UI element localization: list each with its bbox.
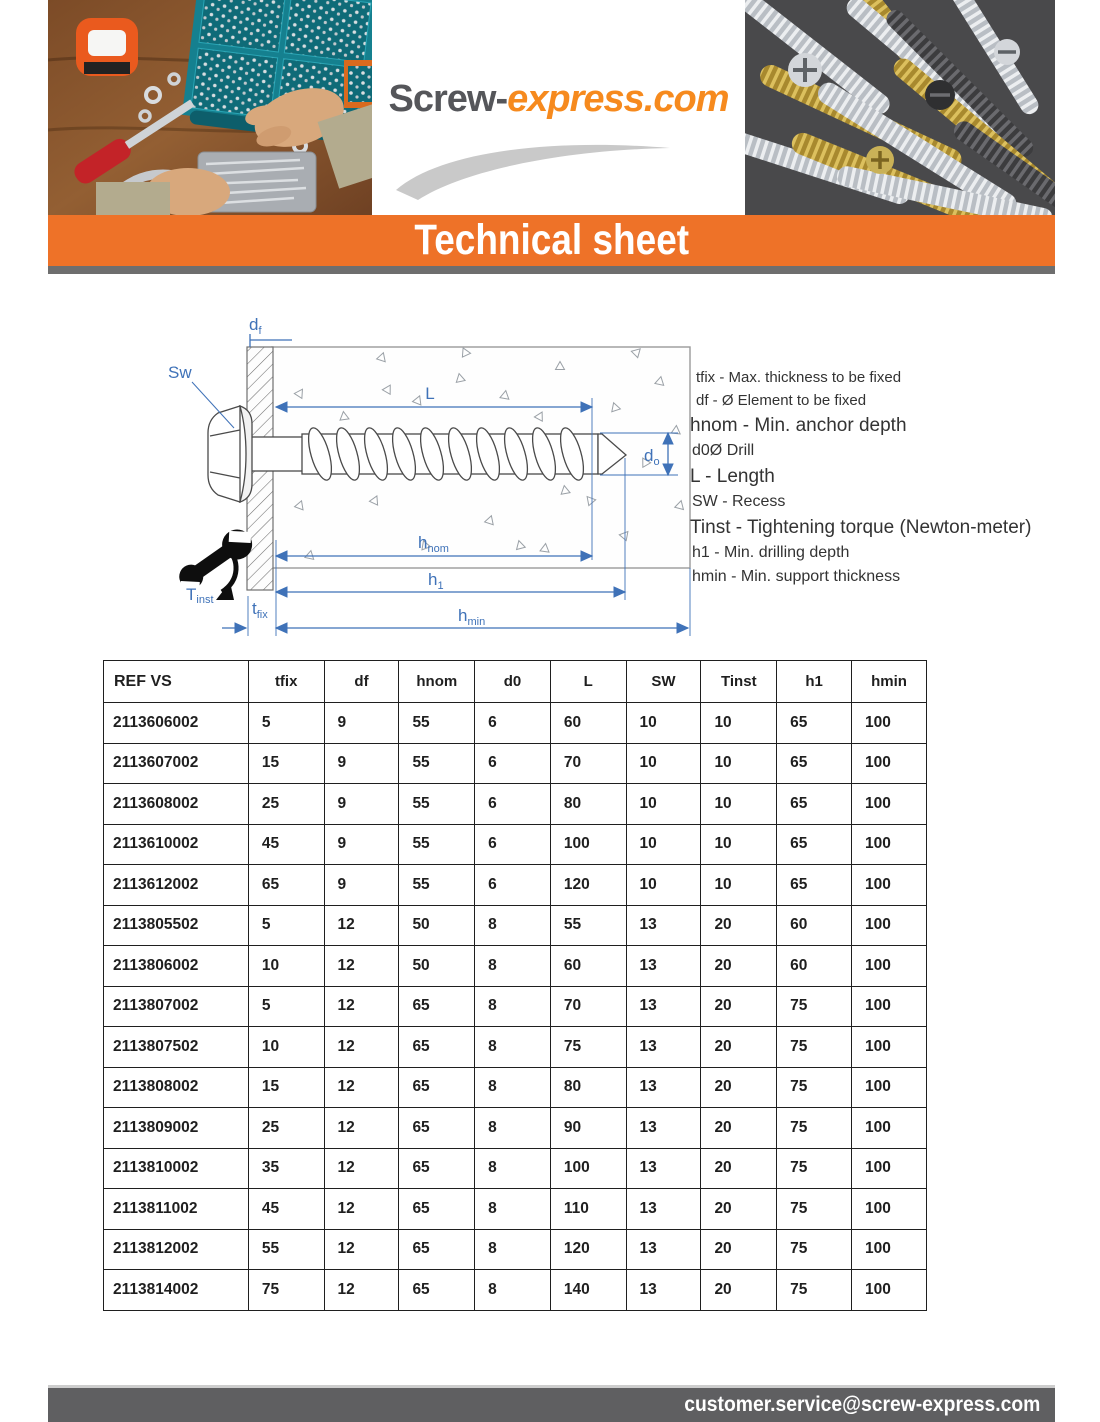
value-cell: 65 bbox=[399, 1148, 475, 1189]
value-cell: 100 bbox=[852, 1229, 927, 1270]
logo-text-orange: express.com bbox=[507, 78, 729, 120]
label-tinst: Tinst bbox=[186, 585, 214, 606]
value-cell: 12 bbox=[324, 1067, 399, 1108]
value-cell: 55 bbox=[550, 905, 626, 946]
value-cell: 20 bbox=[701, 946, 777, 987]
contact-email: customer.service@screw-express.com bbox=[684, 1393, 1041, 1416]
table-row bbox=[104, 1108, 927, 1149]
value-cell: 55 bbox=[248, 1229, 324, 1270]
value-cell: 55 bbox=[399, 865, 475, 906]
value-cell: 65 bbox=[777, 743, 852, 784]
value-cell: 60 bbox=[777, 946, 852, 987]
value-cell: 50 bbox=[399, 905, 475, 946]
col-header-tinst: Tinst bbox=[701, 661, 777, 703]
brand-logo bbox=[372, 78, 745, 121]
table-row bbox=[104, 1189, 927, 1230]
table-row bbox=[104, 703, 927, 744]
ref-cell: 2113805502 bbox=[104, 905, 249, 946]
value-cell: 75 bbox=[777, 1229, 852, 1270]
value-cell: 60 bbox=[550, 703, 626, 744]
table-row bbox=[104, 986, 927, 1027]
value-cell: 8 bbox=[475, 1067, 551, 1108]
value-cell: 100 bbox=[852, 743, 927, 784]
value-cell: 10 bbox=[626, 824, 701, 865]
value-cell: 12 bbox=[324, 1189, 399, 1230]
value-cell: 25 bbox=[248, 784, 324, 825]
value-cell: 6 bbox=[475, 824, 551, 865]
label-df: $d_f$ bbox=[249, 315, 262, 337]
value-cell: 65 bbox=[399, 1189, 475, 1230]
ref-cell: 2113809002 bbox=[104, 1108, 249, 1149]
value-cell: 20 bbox=[701, 986, 777, 1027]
legend-item: tfix - Max. thickness to be fixed bbox=[696, 369, 902, 386]
table-row bbox=[104, 905, 927, 946]
value-cell: 65 bbox=[399, 1027, 475, 1068]
legend-item: hnom - Min. anchor depth bbox=[690, 415, 907, 436]
value-cell: 25 bbox=[248, 1108, 324, 1149]
banner-underline bbox=[48, 266, 1055, 274]
label-sw: Sw bbox=[168, 363, 192, 382]
ref-cell: 2113610002 bbox=[104, 824, 249, 865]
value-cell: 55 bbox=[399, 743, 475, 784]
value-cell: 100 bbox=[550, 824, 626, 865]
footer bbox=[48, 1385, 1055, 1422]
page-title: Technical sheet bbox=[414, 216, 689, 264]
value-cell: 9 bbox=[324, 703, 399, 744]
value-cell: 13 bbox=[626, 986, 701, 1027]
ref-cell: 2113608002 bbox=[104, 784, 249, 825]
value-cell: 100 bbox=[852, 1108, 927, 1149]
value-cell: 75 bbox=[777, 1027, 852, 1068]
value-cell: 10 bbox=[701, 865, 777, 906]
value-cell: 55 bbox=[399, 824, 475, 865]
value-cell: 12 bbox=[324, 1027, 399, 1068]
col-header-l: L bbox=[550, 661, 626, 703]
label-d0: $d_o$ bbox=[644, 446, 660, 468]
ref-cell: 2113808002 bbox=[104, 1067, 249, 1108]
value-cell: 12 bbox=[324, 1270, 399, 1311]
value-cell: 13 bbox=[626, 905, 701, 946]
value-cell: 6 bbox=[475, 784, 551, 825]
table-row bbox=[104, 1270, 927, 1311]
value-cell: 65 bbox=[399, 1229, 475, 1270]
ref-cell: 2113810002 bbox=[104, 1148, 249, 1189]
value-cell: 100 bbox=[852, 1189, 927, 1230]
table-row bbox=[104, 743, 927, 784]
value-cell: 9 bbox=[324, 743, 399, 784]
value-cell: 120 bbox=[550, 1229, 626, 1270]
col-header-tfix: tfix bbox=[248, 661, 324, 703]
value-cell: 100 bbox=[852, 703, 927, 744]
value-cell: 70 bbox=[550, 743, 626, 784]
table-row bbox=[104, 824, 927, 865]
value-cell: 5 bbox=[248, 703, 324, 744]
value-cell: 65 bbox=[399, 1108, 475, 1149]
value-cell: 75 bbox=[777, 1270, 852, 1311]
value-cell: 65 bbox=[777, 703, 852, 744]
value-cell: 65 bbox=[399, 986, 475, 1027]
value-cell: 65 bbox=[248, 865, 324, 906]
value-cell: 70 bbox=[550, 986, 626, 1027]
value-cell: 65 bbox=[399, 1270, 475, 1311]
value-cell: 65 bbox=[777, 824, 852, 865]
value-cell: 12 bbox=[324, 1229, 399, 1270]
value-cell: 60 bbox=[550, 946, 626, 987]
value-cell: 13 bbox=[626, 1027, 701, 1068]
label-l: L bbox=[425, 384, 435, 403]
value-cell: 8 bbox=[475, 1108, 551, 1149]
value-cell: 75 bbox=[777, 1067, 852, 1108]
value-cell: 13 bbox=[626, 1229, 701, 1270]
value-cell: 20 bbox=[701, 1067, 777, 1108]
value-cell: 8 bbox=[475, 946, 551, 987]
value-cell: 10 bbox=[626, 743, 701, 784]
value-cell: 75 bbox=[777, 1148, 852, 1189]
anchor-diagram bbox=[140, 300, 710, 650]
legend-item: L - Length bbox=[690, 466, 775, 487]
ref-cell: 2113811002 bbox=[104, 1189, 249, 1230]
value-cell: 12 bbox=[324, 1148, 399, 1189]
value-cell: 55 bbox=[399, 703, 475, 744]
value-cell: 8 bbox=[475, 1270, 551, 1311]
value-cell: 8 bbox=[475, 1027, 551, 1068]
value-cell: 10 bbox=[701, 743, 777, 784]
value-cell: 13 bbox=[626, 1108, 701, 1149]
value-cell: 100 bbox=[852, 905, 927, 946]
label-tfix: $t_{fix}$ bbox=[252, 599, 268, 621]
value-cell: 60 bbox=[777, 905, 852, 946]
table-row bbox=[104, 1148, 927, 1189]
value-cell: 100 bbox=[852, 946, 927, 987]
value-cell: 8 bbox=[475, 905, 551, 946]
col-header-hmin: hmin bbox=[852, 661, 927, 703]
value-cell: 13 bbox=[626, 1189, 701, 1230]
value-cell: 20 bbox=[701, 1108, 777, 1149]
value-cell: 65 bbox=[777, 784, 852, 825]
value-cell: 20 bbox=[701, 1229, 777, 1270]
table-row bbox=[104, 1067, 927, 1108]
legend-item: hmin - Min. support thickness bbox=[692, 568, 901, 585]
label-hmin: $h_{min}$ bbox=[458, 606, 486, 628]
value-cell: 90 bbox=[550, 1108, 626, 1149]
value-cell: 75 bbox=[550, 1027, 626, 1068]
legend-item: h1 - Min. drilling depth bbox=[692, 544, 850, 561]
col-header-df: df bbox=[324, 661, 399, 703]
value-cell: 65 bbox=[777, 865, 852, 906]
table-row bbox=[104, 784, 927, 825]
value-cell: 100 bbox=[550, 1148, 626, 1189]
value-cell: 20 bbox=[701, 1027, 777, 1068]
value-cell: 80 bbox=[550, 784, 626, 825]
screws-photo bbox=[745, 0, 1055, 215]
value-cell: 75 bbox=[777, 1108, 852, 1149]
value-cell: 100 bbox=[852, 1067, 927, 1108]
spec-table bbox=[103, 660, 927, 1311]
value-cell: 20 bbox=[701, 1270, 777, 1311]
value-cell: 12 bbox=[324, 1108, 399, 1149]
legend-item: d0Ø Drill bbox=[692, 442, 755, 459]
value-cell: 8 bbox=[475, 1229, 551, 1270]
table-row bbox=[104, 1229, 927, 1270]
value-cell: 10 bbox=[626, 784, 701, 825]
value-cell: 8 bbox=[475, 986, 551, 1027]
value-cell: 13 bbox=[626, 1067, 701, 1108]
value-cell: 10 bbox=[248, 946, 324, 987]
screws-photo-art bbox=[745, 0, 1055, 215]
ref-cell: 2113607002 bbox=[104, 743, 249, 784]
value-cell: 100 bbox=[852, 1148, 927, 1189]
ref-cell: 2113606002 bbox=[104, 703, 249, 744]
col-header-hnom: hnom bbox=[399, 661, 475, 703]
table-row bbox=[104, 865, 927, 906]
value-cell: 15 bbox=[248, 1067, 324, 1108]
value-cell: 9 bbox=[324, 824, 399, 865]
value-cell: 55 bbox=[399, 784, 475, 825]
value-cell: 6 bbox=[475, 743, 551, 784]
value-cell: 80 bbox=[550, 1067, 626, 1108]
value-cell: 100 bbox=[852, 865, 927, 906]
value-cell: 10 bbox=[701, 784, 777, 825]
value-cell: 8 bbox=[475, 1148, 551, 1189]
value-cell: 10 bbox=[248, 1027, 324, 1068]
label-hnom: $h_{nom}$ bbox=[418, 533, 449, 555]
workbench-photo-art bbox=[48, 0, 372, 215]
value-cell: 9 bbox=[324, 784, 399, 825]
legend-item: SW - Recess bbox=[692, 493, 786, 510]
value-cell: 5 bbox=[248, 986, 324, 1027]
table-header-row bbox=[104, 661, 927, 703]
value-cell: 9 bbox=[324, 865, 399, 906]
value-cell: 10 bbox=[701, 703, 777, 744]
value-cell: 120 bbox=[550, 865, 626, 906]
value-cell: 12 bbox=[324, 986, 399, 1027]
value-cell: 110 bbox=[550, 1189, 626, 1230]
value-cell: 10 bbox=[701, 824, 777, 865]
table-row bbox=[104, 1027, 927, 1068]
workbench-photo bbox=[48, 0, 372, 215]
label-h1: $h_1$ bbox=[428, 570, 444, 592]
value-cell: 45 bbox=[248, 1189, 324, 1230]
value-cell: 45 bbox=[248, 824, 324, 865]
logo-text-gray: Screw- bbox=[388, 78, 508, 120]
value-cell: 5 bbox=[248, 905, 324, 946]
value-cell: 10 bbox=[626, 703, 701, 744]
logo-panel bbox=[372, 0, 745, 215]
value-cell: 140 bbox=[550, 1270, 626, 1311]
ref-cell: 2113807002 bbox=[104, 986, 249, 1027]
legend-item: Tinst - Tightening torque (Newton-meter) bbox=[690, 517, 1032, 538]
section-banner bbox=[48, 215, 1055, 266]
col-header-ref: REF VS bbox=[104, 661, 249, 703]
logo-swoosh bbox=[378, 128, 708, 208]
value-cell: 13 bbox=[626, 1148, 701, 1189]
legend-item: df - Ø Element to be fixed bbox=[696, 392, 867, 409]
value-cell: 75 bbox=[777, 1189, 852, 1230]
ref-cell: 2113612002 bbox=[104, 865, 249, 906]
ref-cell: 2113814002 bbox=[104, 1270, 249, 1311]
value-cell: 100 bbox=[852, 784, 927, 825]
value-cell: 75 bbox=[248, 1270, 324, 1311]
value-cell: 12 bbox=[324, 905, 399, 946]
col-header-h1: h1 bbox=[777, 661, 852, 703]
value-cell: 15 bbox=[248, 743, 324, 784]
ref-cell: 2113807502 bbox=[104, 1027, 249, 1068]
table-row bbox=[104, 946, 927, 987]
value-cell: 13 bbox=[626, 946, 701, 987]
col-header-sw: SW bbox=[626, 661, 701, 703]
legend bbox=[688, 366, 1078, 589]
value-cell: 75 bbox=[777, 986, 852, 1027]
value-cell: 65 bbox=[399, 1067, 475, 1108]
ref-cell: 2113812002 bbox=[104, 1229, 249, 1270]
ref-cell: 2113806002 bbox=[104, 946, 249, 987]
value-cell: 20 bbox=[701, 905, 777, 946]
value-cell: 13 bbox=[626, 1270, 701, 1311]
value-cell: 8 bbox=[475, 1189, 551, 1230]
value-cell: 100 bbox=[852, 1027, 927, 1068]
value-cell: 6 bbox=[475, 703, 551, 744]
value-cell: 100 bbox=[852, 1270, 927, 1311]
header bbox=[48, 0, 1055, 215]
value-cell: 100 bbox=[852, 824, 927, 865]
value-cell: 12 bbox=[324, 946, 399, 987]
value-cell: 10 bbox=[626, 865, 701, 906]
value-cell: 100 bbox=[852, 986, 927, 1027]
value-cell: 20 bbox=[701, 1148, 777, 1189]
value-cell: 20 bbox=[701, 1189, 777, 1230]
value-cell: 50 bbox=[399, 946, 475, 987]
col-header-d0: d0 bbox=[475, 661, 551, 703]
value-cell: 35 bbox=[248, 1148, 324, 1189]
value-cell: 6 bbox=[475, 865, 551, 906]
